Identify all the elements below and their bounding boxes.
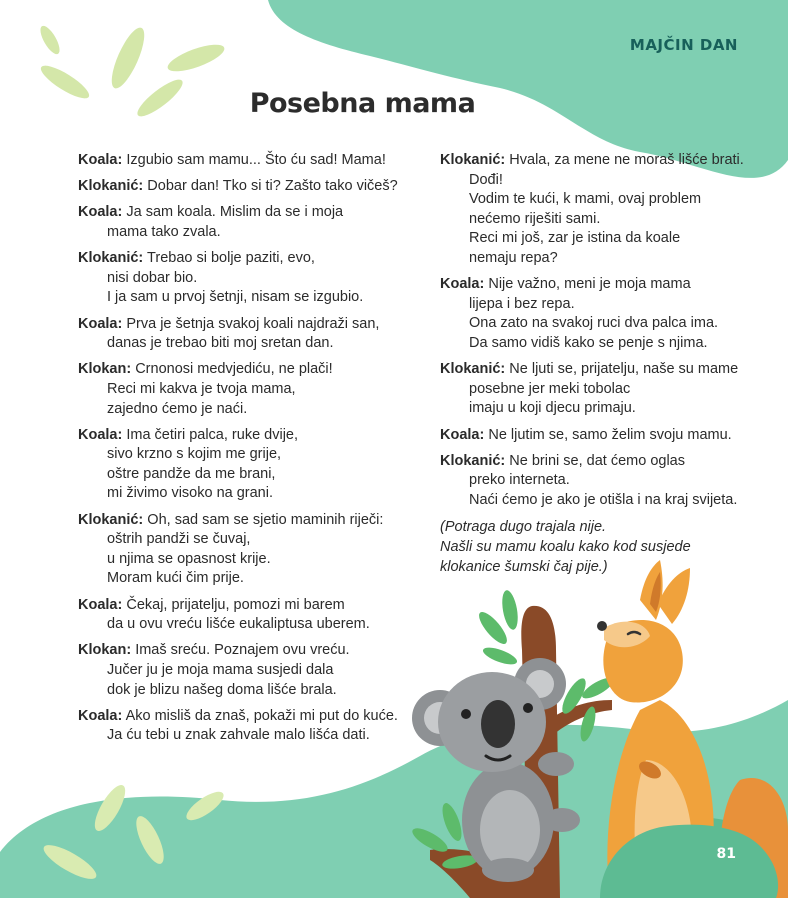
stanza	[78, 641, 418, 700]
verse-line: oštrih pandži se čuvaj,	[107, 531, 251, 548]
speaker-name: Koala:	[78, 152, 123, 168]
speaker-name: Koala:	[78, 315, 123, 332]
verse-line: Oh, sad sam se sjetio maminih riječi:	[147, 511, 384, 528]
speaker-name: Koala:	[78, 426, 123, 443]
stanza	[440, 151, 770, 269]
stanza	[78, 511, 418, 589]
verse-line: Ima četiri palca, ruke dvije,	[126, 426, 299, 443]
verse-line: posebne jer meki tobolac	[469, 380, 631, 397]
verse-line: lijepa i bez repa.	[469, 295, 575, 312]
verse-line: Moram kući čim prije.	[107, 570, 244, 587]
speaker-name: Klokanić:	[78, 178, 144, 195]
verse-line: u njima se opasnost krije.	[107, 550, 271, 567]
verse-line: nećemo riješiti sami.	[469, 210, 601, 227]
stanza	[440, 275, 770, 353]
verse-line: dok je blizu našeg doma lišće brala.	[107, 681, 337, 698]
verse-line: Ja ću tebi u znak zahvale malo lišća dati.	[107, 727, 370, 744]
verse-line: Prva je šetnja svakoj koali najdraži san,	[126, 315, 380, 332]
speaker-name: Koala:	[440, 426, 485, 443]
stanza	[78, 177, 418, 197]
speaker-name: Koala:	[78, 596, 123, 613]
speaker-name: Klokanić:	[440, 152, 506, 168]
verse-line: sivo krzno s kojim me grije,	[107, 446, 282, 463]
stanza	[78, 151, 418, 171]
stanza	[440, 452, 770, 511]
stanza	[78, 707, 418, 746]
verse-line: Ne ljutim se, samo želim svoju mamu.	[488, 426, 732, 443]
speaker-name: Klokanić:	[440, 361, 506, 378]
speaker-name: Klokanić:	[440, 452, 506, 469]
verse-line: Ne ljuti se, prijatelju, naše su mame	[509, 361, 739, 378]
note-line: klokanice šumski čaj pije.)	[440, 558, 608, 575]
verse-line: Jučer ju je moja mama susjedi dala	[107, 662, 334, 678]
verse-line: Da samo vidiš kako se penje s njima.	[469, 334, 708, 351]
verse-line: Nije važno, meni je moja mama	[488, 276, 691, 293]
stanza	[440, 360, 770, 419]
verse-line: I ja sam u prvoj šetnji, nisam se izgubio.	[107, 289, 364, 306]
verse-line: Hvala, za mene ne moraš lišće brati.	[509, 152, 744, 168]
stanza	[78, 315, 418, 354]
verse-line: Trebao si bolje paziti, evo,	[147, 250, 315, 267]
page-title: Posebna mama	[249, 88, 476, 119]
verse-line: Crnonosi medvjediću, ne plači!	[135, 361, 333, 378]
speaker-name: Klokan:	[78, 642, 132, 659]
stanza	[78, 596, 418, 635]
verse-line: Čekaj, prijatelju, pomozi mi barem	[126, 596, 345, 613]
verse-line: danas je trebao biti moj sretan dan.	[107, 335, 334, 352]
note-line: (Potraga dugo trajala nije.	[440, 519, 607, 536]
verse-line: Ona zato na svakoj ruci dva palca ima.	[469, 315, 719, 332]
verse-line: zajedno ćemo je naći.	[107, 400, 248, 417]
speaker-name: Klokanić:	[78, 250, 144, 267]
verse-line: mi živimo visoko na grani.	[107, 485, 273, 502]
verse-line: da u ovu vreću lišće eukaliptusa uberem.	[107, 616, 370, 633]
verse-line: Ja sam koala. Mislim da se i moja	[126, 204, 344, 221]
verse-line: Izgubio sam mamu... Što ću sad! Mama!	[126, 152, 386, 168]
verse-line: nemaju repa?	[469, 249, 558, 266]
closing-note	[440, 518, 770, 577]
verse-line: Ne brini se, dat ćemo oglas	[509, 452, 685, 469]
stanza	[78, 360, 418, 419]
speaker-name: Koala:	[440, 276, 485, 293]
verse-line: Dobar dan! Tko si ti? Zašto tako vičeš?	[147, 178, 398, 195]
page-number: 81	[716, 846, 736, 862]
verse-line: Vodim te kući, k mami, ovaj problem	[469, 191, 702, 208]
verse-line: Dođi!	[469, 171, 503, 188]
speaker-name: Klokan:	[78, 361, 132, 378]
speaker-name: Koala:	[78, 204, 123, 221]
verse-line: mama tako zvala.	[107, 223, 221, 240]
verse-line: Reci mi još, zar je istina da koale	[469, 230, 681, 247]
verse-line: Ako misliš da znaš, pokaži mi put do kuće.	[125, 707, 398, 724]
stanza	[78, 426, 418, 504]
verse-line: Reci mi kakva je tvoja mama,	[107, 380, 296, 397]
speaker-name: Klokanić:	[78, 511, 144, 528]
right-column	[440, 151, 770, 577]
verse-line: oštre pandže da me brani,	[107, 465, 276, 482]
verse-line: preko interneta.	[469, 472, 570, 489]
stanza	[78, 203, 418, 242]
section-label: MAJČIN DAN	[629, 36, 738, 54]
stanza	[78, 249, 418, 308]
verse-line: Imaš sreću. Poznajem ovu vreću.	[135, 642, 350, 659]
speaker-name: Koala:	[78, 707, 123, 724]
verse-line: imaju u koji djecu primaju.	[469, 400, 636, 417]
verse-line: nisi dobar bio.	[107, 269, 198, 286]
verse-line: Naći ćemo je ako je otišla i na kraj svijeta.	[469, 491, 738, 508]
stanza	[440, 426, 770, 446]
note-line: Našli su mamu koalu kako kod susjede	[440, 539, 691, 556]
left-column	[78, 151, 418, 753]
